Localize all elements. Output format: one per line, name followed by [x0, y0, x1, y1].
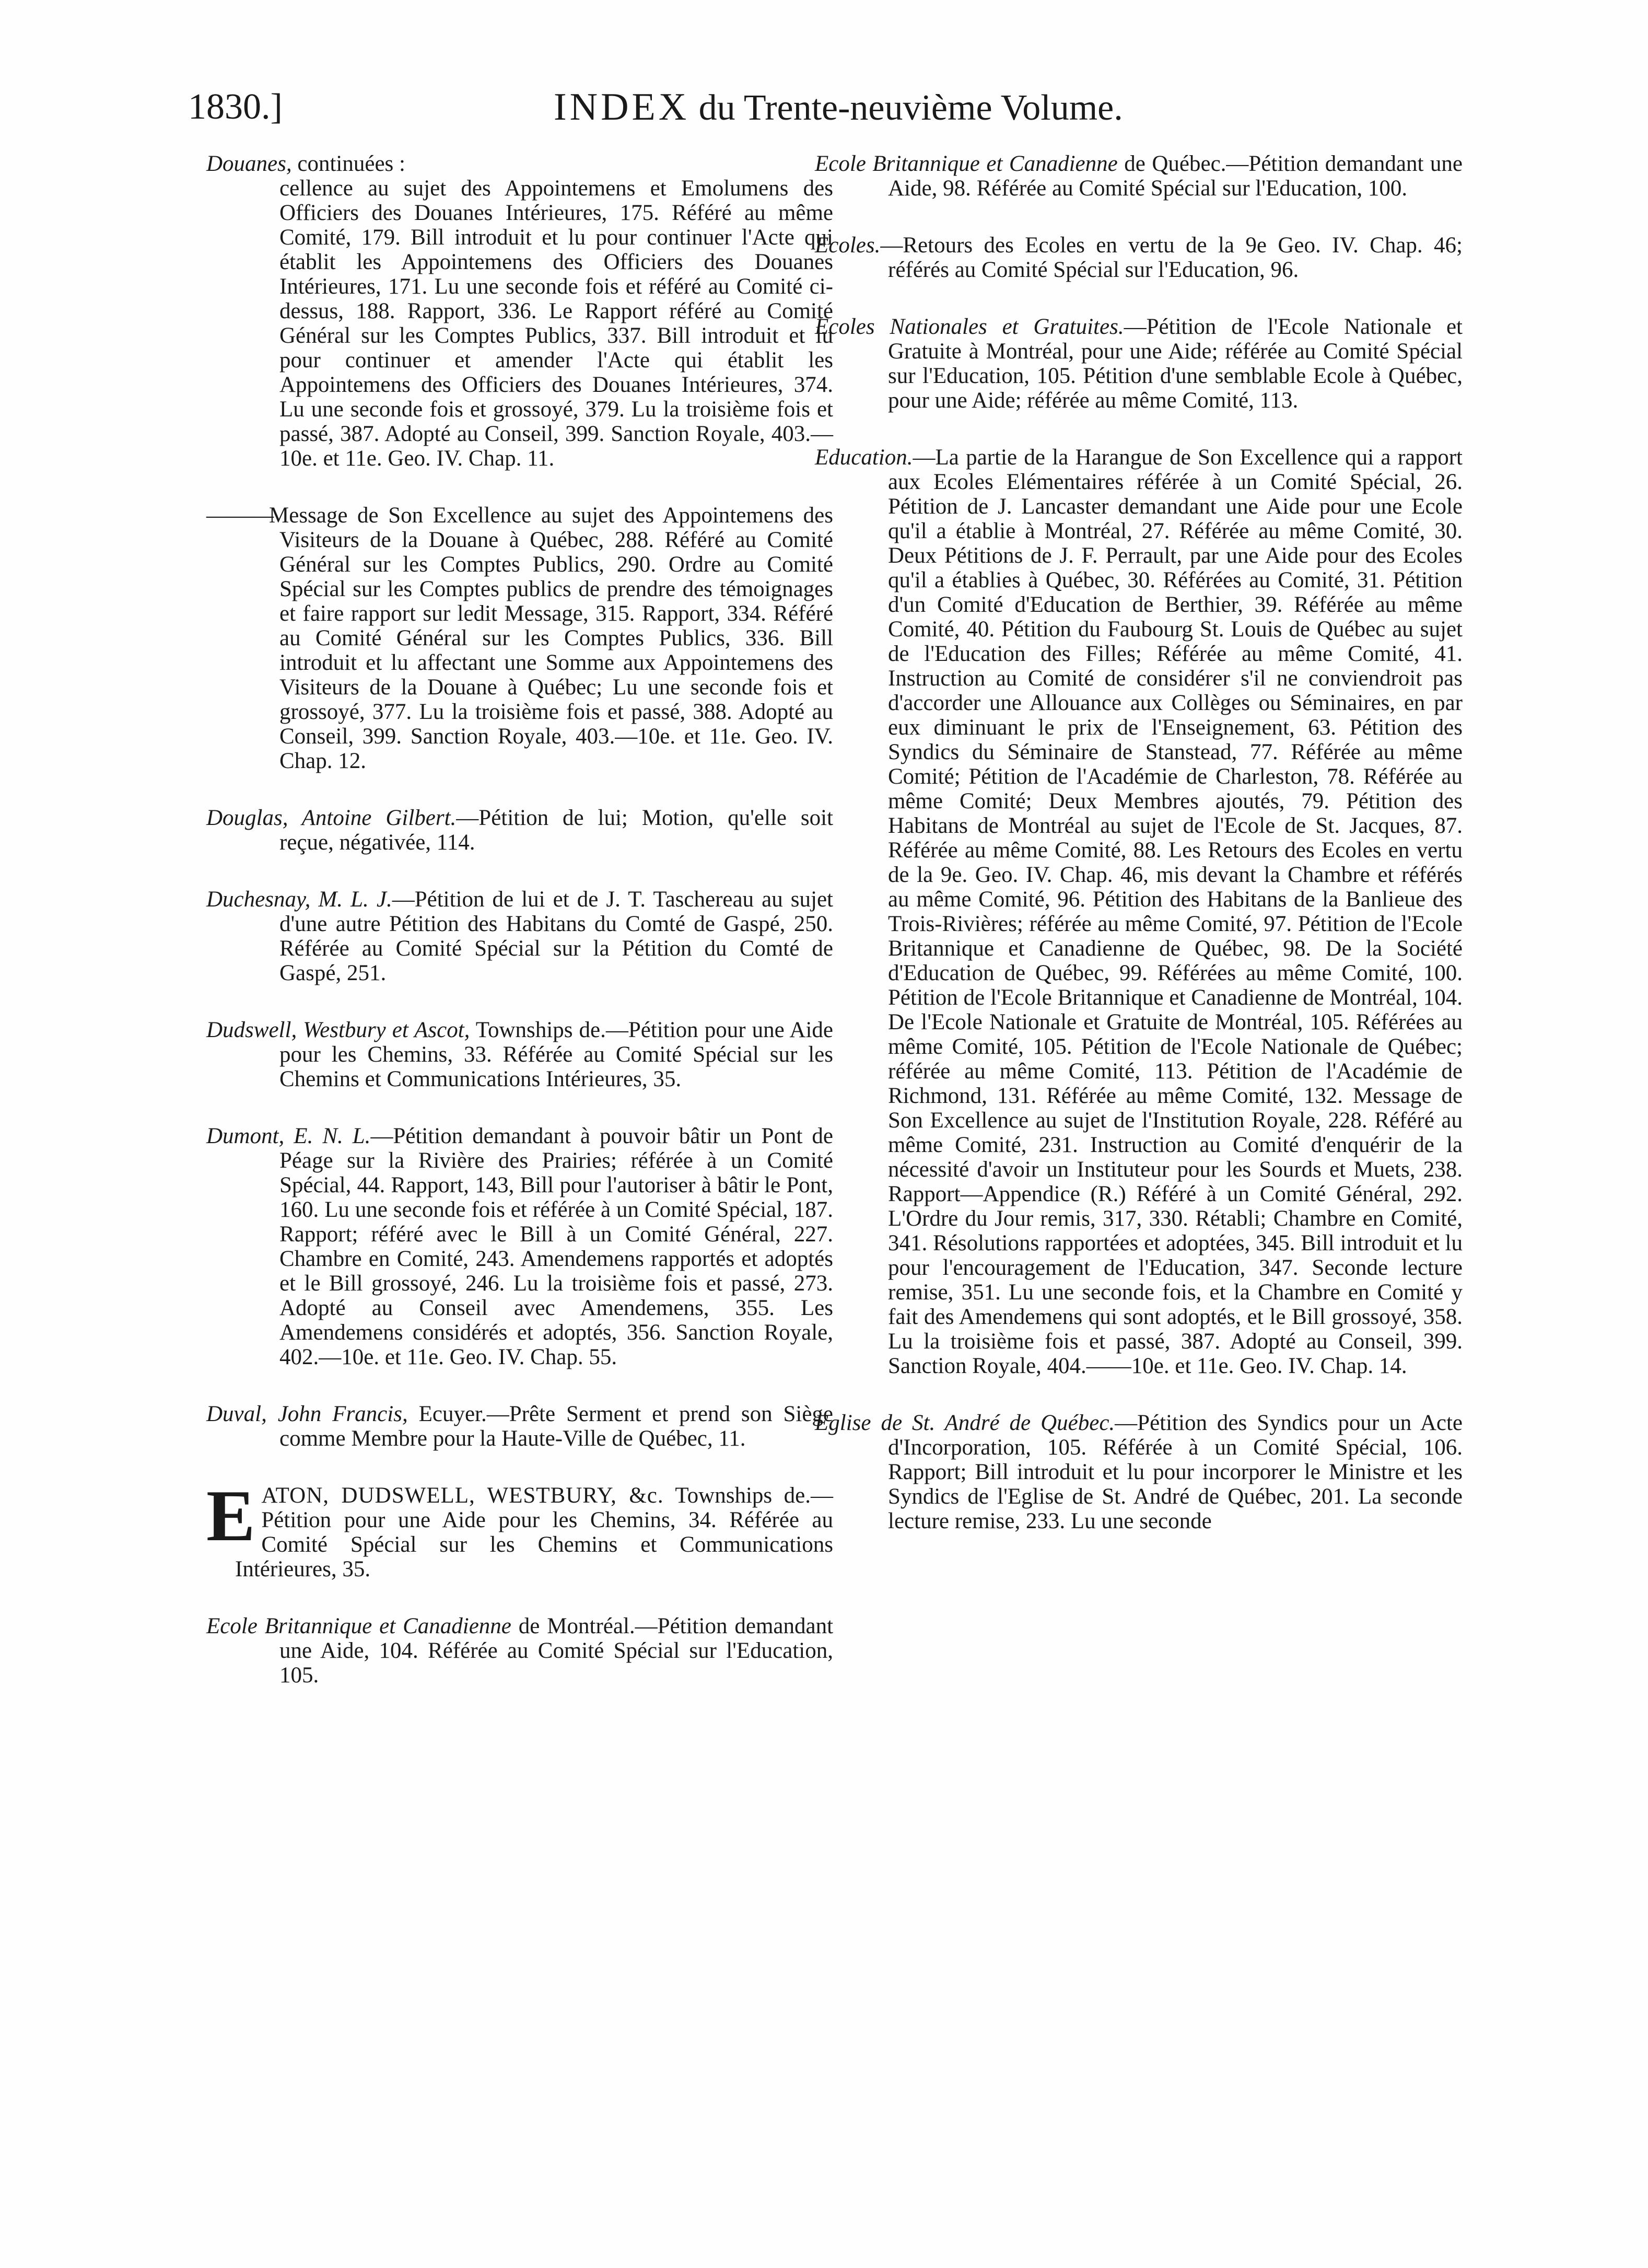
entry-body: —Pétition de l'Ecole Nationale et Gratuite à Montréal, pour une Aide; référée au Comité Spécial sur l'Education, 105. Pétition d'une semblable Ecole à Québec, pour une Aide; référée au même Comité, 113.: [888, 315, 1463, 413]
entry-heading: ATON, DUDSWELL, WESTBURY, &c.: [261, 1483, 664, 1508]
index-entry-education: [815, 445, 1463, 1378]
entry-body: —Retours des Ecoles en vertu de la 9e Geo. IV. Chap. 46; référés au Comité Spécial sur l'Education, 96.: [880, 233, 1463, 282]
index-entry-duchesnay: [206, 887, 833, 985]
entry-heading: Education.: [815, 445, 913, 470]
header-title: [554, 78, 1123, 137]
entry-heading: Duchesnay, M. L. J.: [206, 887, 392, 912]
right-column: [815, 152, 1463, 1566]
entry-body: —Pétition de lui et de J. T. Taschereau au sujet d'une autre Pétition des Habitans du Comté de Gaspé, 250. Référée au Comité Spécial sur la Pétition du Comté de Gaspé, 251.: [279, 887, 833, 985]
entry-body: de Québec.—Pétition demandant une Aide, 98. Référée au Comité Spécial sur l'Education, 100.: [888, 152, 1463, 201]
index-entry-ecoles-nationales: [815, 315, 1463, 413]
entry-heading: Ecoles.: [815, 233, 881, 258]
entry-heading: Dudswell, Westbury et Ascot,: [206, 1018, 470, 1042]
entry-body: Ecuyer.—Prête Serment et prend son Siège comme Membre pour la Haute-Ville de Québec, 11.: [279, 1402, 833, 1451]
page-header: [188, 78, 1457, 136]
entry-body: —Pétition des Syndics pour un Acte d'Incorporation, 105. Référée à un Comité Spécial, 106. Rapport; Bill introduit et lu pour incorporer le Ministre et les Syndics de l'Eglise de St. André de Québec, 201. La seconde lecture remise, 233. Lu une seconde: [888, 1411, 1463, 1533]
index-entry-dumont: [206, 1124, 833, 1369]
index-entry-ecoles: [815, 233, 1463, 282]
index-entry-message-visiteurs: [206, 503, 833, 773]
entry-body: Townships de.—Pétition pour une Aide pour les Chemins, 34. Référée au Comité Spécial sur les Chemins et Communications Intérieures, 35.: [235, 1483, 833, 1581]
index-entry-ecole-montreal: [206, 1614, 833, 1688]
header-title-rest: du Trente-neuvième Volume.: [698, 88, 1123, 128]
entry-dash: ———: [206, 503, 274, 528]
entry-heading: Duval, John Francis,: [206, 1402, 408, 1426]
entry-body: —Pétition demandant à pouvoir bâtir un Pont de Péage sur la Rivière des Prairies; référée à un Comité Spécial, 44. Rapport, 143, Bill pour l'autoriser à bâtir le Pont, 160. Lu une seconde fois et référée à un Comité Spécial, 187. Rapport; référé avec le Bill à un Comité Général, 227. Chambre en Comité, 243. Amendemens rapportés et adoptés et le Bill grossoyé, 246. Lu la troisième fois et passé, 273. Adopté au Conseil avec Amendemens, 355. Les Amendemens considérés et adoptés, 356. Sanction Royale, 402.—10e. et 11e. Geo. IV. Chap. 55.: [279, 1124, 833, 1369]
entry-heading: Dumont, E. N. L.: [206, 1124, 371, 1148]
entry-heading: Ecoles Nationales et Gratuites.: [815, 315, 1124, 339]
index-entry-dudswell: [206, 1018, 833, 1091]
entry-body: Message de Son Excellence au sujet des Appointemens des Visiteurs de la Douane à Québec, 288. Référé au Comité Général sur les Comptes Publics, 290. Ordre au Comité Spécial sur les Comptes publics de prendre des témoignages et faire rapport sur ledit Message, 315. Rapport, 334. Référé au Comité Général sur les Comptes Publics, 336. Bill introduit et lu affectant une Somme aux Appointemens des Visiteurs de la Douane à Québec; Lu une seconde fois et grossoyé, 377. Lu la troisième fois et passé, 388. Adopté au Conseil, 399. Sanction Royale, 403.—10e. et 11e. Geo. IV. Chap. 12.: [269, 503, 833, 773]
index-entry-eglise: [815, 1411, 1463, 1533]
header-title-index: INDEX: [554, 86, 690, 129]
header-year: 1830.]: [188, 87, 283, 127]
entry-body: de Montréal.—Pétition demandant une Aide, 104. Référée au Comité Spécial sur l'Education, 105.: [279, 1614, 834, 1688]
drop-cap-e: E: [206, 1475, 255, 1556]
entry-heading: Douanes,: [206, 152, 292, 176]
entry-body: cellence au sujet des Appointemens et Emolumens des Officiers des Douanes Intérieures, 175. Référé au même Comité, 179. Bill introduit et lu pour continuer l'Acte qui établit les Appointemens des Officiers des Douanes Intérieures, 171. Lu une seconde fois et référé au Comité ci-dessus, 188. Rapport, 336. Le Rapport référé au Comité Général sur les Comptes Publics, 337. Bill introduit et lu pour continuer et amender l'Acte qui établit les Appointemens des Officiers des Douanes Intérieures, 374. Lu une seconde fois et grossoyé, 379. Lu la troisième fois et passé, 387. Adopté au Conseil, 399. Sanction Royale, 403.—10e. et 11e. Geo. IV. Chap. 11.: [279, 176, 833, 471]
entry-heading: Ecole Britannique et Canadienne: [206, 1614, 511, 1638]
index-entry-douglas: [206, 806, 833, 855]
entry-body: —Pétition de lui; Motion, qu'elle soit reçue, négativée, 114.: [279, 806, 834, 855]
entry-heading: Eglise de St. André de Québec.: [815, 1411, 1115, 1435]
index-entry-douanes: [206, 152, 833, 471]
entry-body: —La partie de la Harangue de Son Excellence qui a rapport aux Ecoles Elémentaires référée à un Comité Spécial, 26. Pétition de J. Lancaster demandant une Aide pour une Ecole qu'il a établie à Montréal, 27. Référée au même Comité, 30. Deux Pétitions de J. F. Perrault, par une Aide pour des Ecoles qu'il a établies à Québec, 30. Référées au Comité, 31. Pétition d'un Comité d'Education de Berthier, 39. Référée au même Comité, 40. Pétition du Faubourg St. Louis de Québec au sujet de l'Education des Filles; Référée au même Comité, 41. Instruction au Comité de considérer s'il ne conviendroit pas d'accorder une Allouance aux Collèges ou Séminaires, en par eux diminuant le prix de l'Enseignement, 63. Pétition des Syndics du Séminaire de Stanstead, 77. Référée au même Comité; Pétition de l'Académie de Charleston, 78. Référée au même Comité; Deux Membres ajoutés, 79. Pétition des Habitans de Montréal au sujet de l'Ecole de St. Jacques, 87. Référée au même Comité, 88. Les Retours des Ecoles en vertu de la 9e. Geo. IV. Chap. 46, mis devant la Chambre et référés au même Comité, 96. Pétition des Habitans de la Banlieue des Trois-Rivières; référée au même Comité, 97. Pétition de l'Ecole Britannique et Canadienne de Québec, 98. De la Société d'Education de Québec, 99. Référées au même Comité, 100. Pétition de l'Ecole Britannique et Canadienne de Montréal, 104. De l'Ecole Nationale et Gratuite de Montréal, 105. Référées au même Comité, 105. Pétition de l'Ecole Nationale de Québec; référée au même Comité, 113. Pétition de l'Académie de Richmond, 131. Référée au même Comité, 132. Message de Son Excellence au sujet de l'Institution Royale, 228. Référé au même Comité, 231. Instruction au Comité d'enquérir de la nécessité d'avoir un Instituteur pour les Sourds et Muets, 238. Rapport—Appendice (R.) Référé à un Comité Général, 292. L'Ordre du Jour remis, 317, 330. Rétabli; Chambre en Comité, 341. Résolutions rapportées et adoptées, 345. Bill introduit et lu pour l'encouragement de l'Education, 347. Seconde lecture remise, 351. Lu une seconde fois, et la Chambre en Comité y fait des Amendemens qui sont adoptés, et le Bill grossoyé, 358. Lu la troisième fois et passé, 387. Adopté au Conseil, 399. Sanction Royale, 404.——10e. et 11e. Geo. IV. Chap. 14.: [888, 445, 1463, 1378]
left-column: [206, 152, 833, 1720]
index-entry-ecole-quebec: [815, 152, 1463, 201]
entry-heading: Ecole Britannique et Canadienne: [815, 152, 1118, 176]
entry-body: Townships de.—Pétition pour une Aide pour les Chemins, 33. Référée au Comité Spécial sur les Chemins et Communications Intérieures, 35.: [279, 1018, 833, 1091]
index-entry-duval: [206, 1402, 833, 1451]
entry-heading-rest: continuées :: [297, 152, 405, 176]
index-entry-eaton: [206, 1475, 833, 1581]
entry-heading: Douglas, Antoine Gilbert.: [206, 806, 457, 830]
